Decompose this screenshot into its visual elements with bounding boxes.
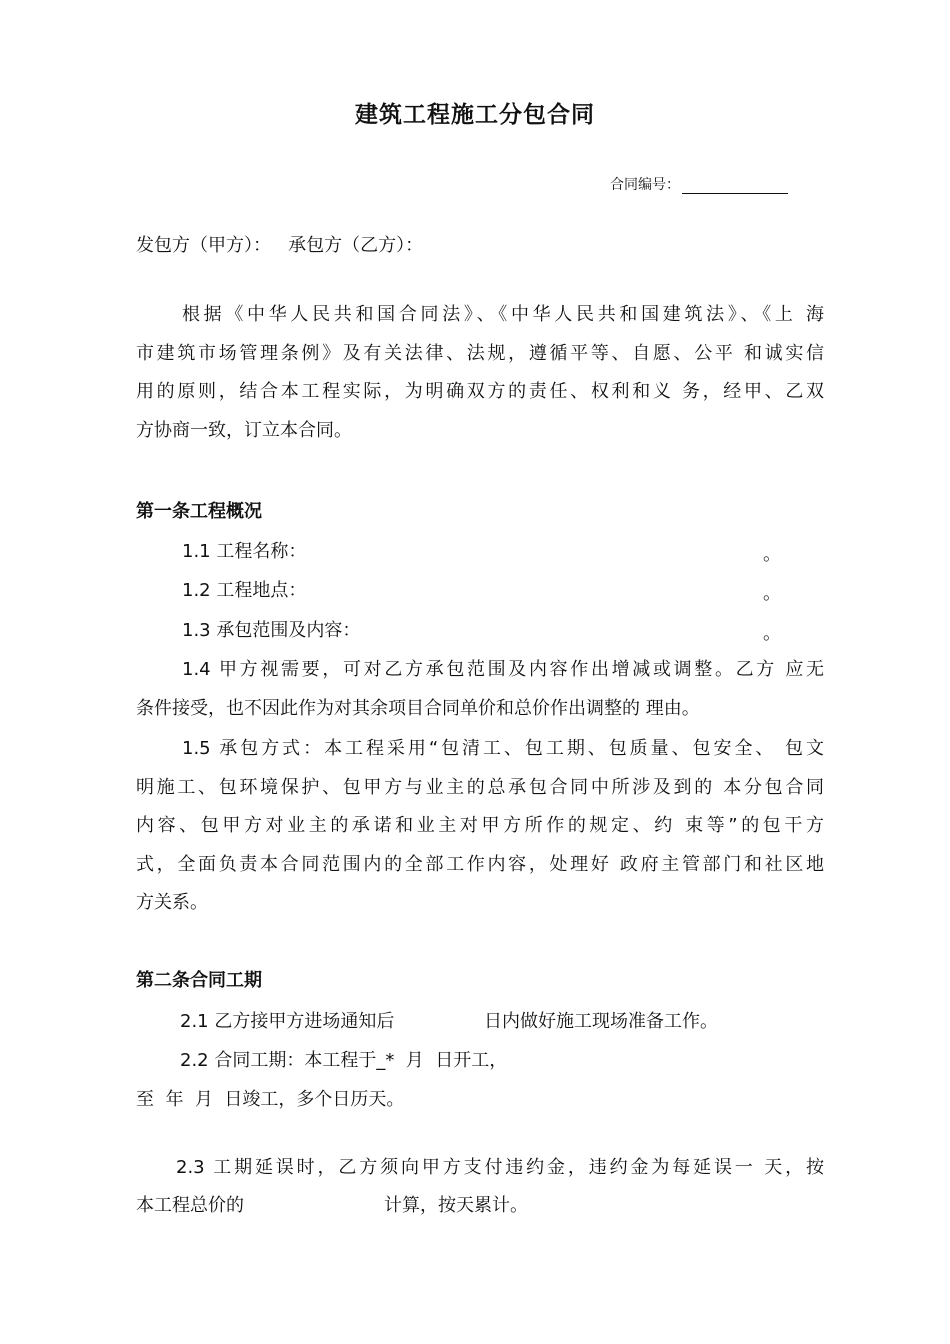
- contract-number: [610, 174, 788, 194]
- contract-number-blank: [682, 179, 788, 194]
- section-2-heading: 第二条合同工期: [136, 970, 262, 991]
- item-2-3-line-2-part-a: 本工程总价的: [136, 1195, 244, 1216]
- preamble-line-4: 方协商一致，订立本合同。: [136, 419, 352, 441]
- item-1-2: 1.2 工程地点：: [182, 580, 307, 601]
- item-1-3-period: 。: [763, 623, 781, 644]
- item-1-5-paragraph: [136, 730, 824, 923]
- item-1-1-period: 。: [763, 544, 781, 565]
- item-1-5-line-2: 明施工、包环境保护、包甲方与业主的总承包合同中所涉及到的 本分包合同: [136, 776, 824, 798]
- preamble-line-2: 市建筑市场管理条例》及有关法律、法规，遵循平等、自愿、公平 和诚实信: [136, 342, 824, 364]
- preamble-line-1: 根据《中华人民共和国合同法》、《中华人民共和国建筑法》、《上 海: [182, 304, 824, 325]
- preamble-line-3: 用的原则，结合本工程实际，为明确双方的责任、权利和义 务，经甲、乙双: [136, 381, 824, 402]
- item-2-3-line-1: 2.3 工期延误时，乙方须向甲方支付违约金，违约金为每延误一 天，按: [176, 1157, 824, 1178]
- item-1-5-line-1: 1.5 承包方式：本工程采用“包清工、包工期、包质量、包安全、 包文: [182, 738, 824, 759]
- item-1-5-line-3: 内容、包甲方对业主的承诺和业主对甲方所作的规定、约 束等”的包干方: [136, 815, 824, 836]
- item-2-2-line-1: 2.2 合同工期：本工程于_* 月 日开工，: [180, 1050, 508, 1071]
- contract-number-label: 合同编号：: [610, 177, 680, 193]
- item-1-4-line-1: 1.4 甲方视需要，可对乙方承包范围及内容作出增减或调整。乙方 应无: [182, 659, 824, 680]
- item-1-4-paragraph: [136, 651, 824, 728]
- item-1-4-line-2: 条件接受，也不因此作为对其余项目合同单价和总价作出调整的 理由。: [136, 697, 700, 719]
- item-1-2-period: 。: [763, 583, 781, 604]
- section-1-heading: 第一条工程概况: [136, 501, 262, 522]
- parties-line: 发包方（甲方）： 承包方（乙方）：: [136, 235, 424, 256]
- item-1-5-line-4: 式，全面负责本合同范围内的全部工作内容，处理好 政府主管部门和社区地: [136, 853, 824, 875]
- item-2-3-line-2-part-b: 计算，按天累计。: [384, 1195, 528, 1216]
- item-1-1: 1.1 工程名称：: [182, 541, 307, 562]
- item-1-5-line-5: 方关系。: [136, 892, 208, 913]
- item-2-3-paragraph: [136, 1149, 824, 1188]
- item-2-1-part-a: 2.1 乙方接甲方进场通知后: [180, 1011, 395, 1032]
- document-title: 建筑工程施工分包合同: [355, 102, 595, 128]
- item-2-1-part-b: 日内做好施工现场准备工作。: [484, 1011, 718, 1032]
- item-2-2-line-2: 至 年 月 日竣工，多个日历天。: [136, 1089, 405, 1110]
- item-1-3: 1.3 承包范围及内容：: [182, 620, 361, 641]
- preamble-paragraph: [136, 296, 824, 450]
